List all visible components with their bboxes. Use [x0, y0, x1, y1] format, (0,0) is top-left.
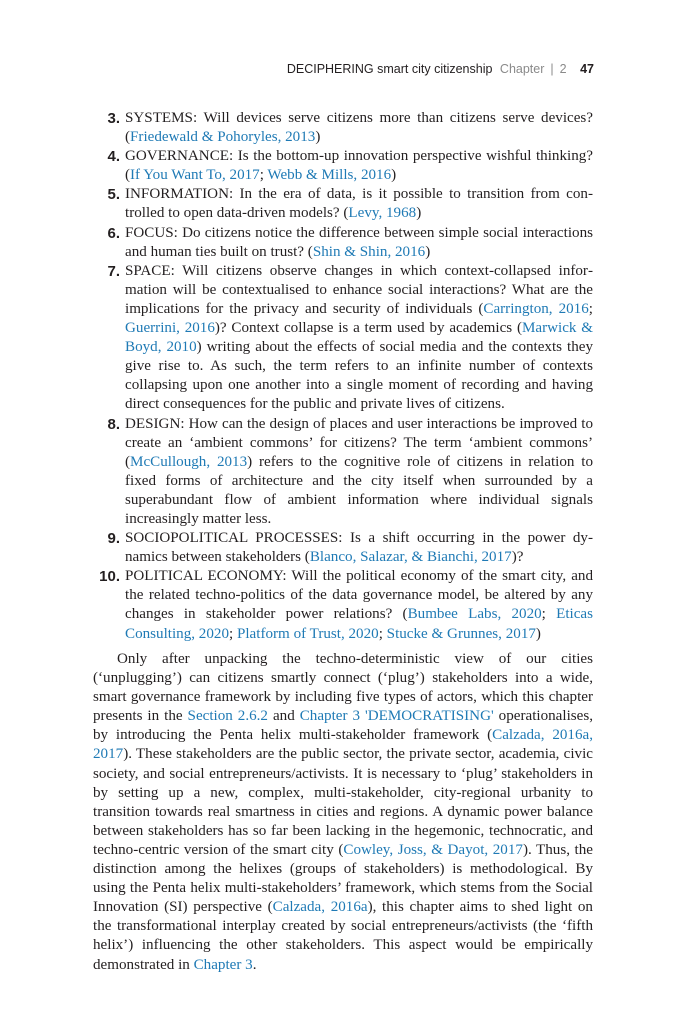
text-run: SYSTEMS: Will devices serve citizens more than citizens serve devices? ( — [125, 110, 593, 146]
list-item-text — [125, 568, 593, 641]
citation-link[interactable]: Cowley, Joss, & Dayot, 2017 — [343, 841, 523, 858]
text-run: ; — [588, 300, 593, 317]
list-item-number: 4. — [107, 148, 120, 166]
text-run: INFORMATION: In the era of data, is it possible to transition from controlled to open data-driven models? ( — [125, 186, 593, 222]
citation-link[interactable]: Marwick & Boyd, 2010 — [125, 320, 593, 356]
text-run: ) refers to the cognitive role of citizens in relation to fixed forms of architecture and the city itself when surrounded by a superabundant flow of ambient information where individual signals increasingly matter less. — [125, 453, 594, 527]
text-run: GOVERNANCE: Is the bottom-up innovation perspective wishful thinking? ( — [125, 148, 593, 184]
list-item-number: 7. — [107, 262, 120, 280]
page-number: 47 — [580, 62, 594, 76]
citation-link[interactable]: Chapter 3 — [193, 956, 253, 973]
list-item — [93, 185, 593, 223]
citation-link[interactable]: Shin & Shin, 2016 — [312, 243, 426, 260]
citation-link[interactable]: Blanco, Salazar, & Bianchi, 2017 — [309, 549, 512, 566]
numbered-question-list — [93, 109, 593, 644]
list-item-number: 10. — [99, 568, 120, 586]
list-item-text — [125, 416, 593, 527]
citation-link[interactable]: Guerrini, 2016 — [125, 320, 215, 337]
list-item-number: 9. — [107, 530, 120, 548]
list-item — [93, 415, 593, 530]
text-run: SOCIOPOLITICAL PROCESSES: Is a shift occurring in the power dynamics between stakeholders ( — [125, 530, 593, 566]
text-run: ) — [425, 243, 431, 260]
citation-link[interactable]: Platform of Trust, 2020 — [236, 625, 379, 642]
list-item-text — [125, 186, 593, 221]
list-item-text — [125, 530, 593, 565]
text-run: and — [267, 708, 300, 725]
text-run: ). Thus, the distinction among the helixes (groups of stakeholders) is methodological. By using the Penta helix multi-stakeholders’ framework, which stems from the Social Innovation (SI) perspective ( — [93, 841, 594, 916]
text-run: operationalises, by introducing the Penta helix multi-stakeholder framework ( — [93, 708, 593, 744]
list-item-number: 6. — [107, 224, 120, 242]
citation-link[interactable]: Eticas Consulting, 2020 — [125, 606, 594, 642]
text-run: SPACE: Will citizens observe changes in which context-collapsed information will be contextualised to enhance social interactions? What are the implications for the privacy and security of individuals ( — [125, 262, 593, 317]
citation-link[interactable]: Calzada, 2016a, 2017 — [93, 727, 593, 763]
list-item — [93, 262, 593, 415]
text-run: . — [252, 956, 257, 973]
list-item — [93, 109, 593, 147]
list-item-text — [125, 225, 593, 260]
text-run: ), this chapter aims to shed light on the transformational interplay created by social entrepreneurs/activists (the ‘fifth helix’) influencing the other stakeholders. This aspect would be empirically demonstrated in — [93, 899, 593, 973]
citation-link[interactable]: McCullough, 2013 — [130, 453, 248, 470]
citation-link[interactable]: Carrington, 2016 — [483, 300, 589, 317]
text-run: ) — [416, 205, 422, 222]
chapter-number: 2 — [559, 62, 567, 76]
citation-link[interactable]: Levy, 1968 — [348, 205, 417, 222]
header-separator: | — [550, 62, 554, 76]
list-item-number: 8. — [107, 415, 120, 433]
list-item — [93, 147, 593, 185]
text-run: ) writing about the effects of social media and the contexts they give rise to. As such, the term refers to an infinite number of contexts collapsing upon one another into a single moment of recording and having direct consequences for the public and private lives of citizens. — [125, 339, 593, 413]
citation-link[interactable]: Friedewald & Pohoryles, 2013 — [130, 129, 316, 146]
text-run: ) — [315, 129, 321, 146]
list-item-text — [125, 110, 593, 145]
text-run: ) — [391, 167, 397, 184]
chapter-label: Chapter — [499, 62, 545, 76]
citation-link[interactable]: Section 2.6.2 — [187, 708, 268, 725]
text-run: FOCUS: Do citizens notice the difference between simple social interactions and human ties built on trust? ( — [125, 224, 593, 260]
citation-link[interactable]: Stucke & Grunnes, 2017 — [386, 625, 536, 642]
citation-link[interactable]: Calzada, 2016a — [272, 899, 368, 916]
list-item — [93, 224, 593, 262]
citation-link[interactable]: Bumbee Labs, 2020 — [407, 606, 542, 623]
text-run: ; — [378, 625, 387, 642]
list-item-number: 5. — [107, 186, 120, 204]
text-run: POLITICAL ECONOMY: Will the political economy of the smart city, and the related techno-politics of the data governance model, be altered by any changes in stakeholder power relations? ( — [125, 568, 593, 623]
list-item-text — [125, 263, 593, 413]
text-run: ) — [535, 625, 541, 642]
text-run: DESIGN: How can the design of places and user interactions be improved to create an ‘ambient commons’ for citizens? The term ‘ambient commons’ ( — [125, 415, 593, 470]
list-item-text — [125, 148, 593, 183]
citation-link[interactable]: If You Want To, 2017 — [130, 167, 260, 184]
running-header-title: DECIPHERING smart city citizenship — [286, 62, 493, 76]
body-paragraph — [93, 650, 593, 975]
citation-link[interactable]: Webb & Mills, 2016 — [267, 167, 392, 184]
text-run: Only after unpacking the techno-deterministic view of our cities (‘unplugging’) can citizens smartly connect (‘plug’) stakeholders into a wide, smart governance framework by including five types of actors, which this chapter presents in the — [93, 651, 593, 725]
text-run: ; — [541, 606, 557, 623]
text-run: ; — [259, 167, 268, 184]
text-run: ; — [229, 625, 237, 642]
text-run: )? Context collapse is a term used by academics ( — [214, 320, 522, 337]
list-item-number: 3. — [107, 110, 120, 127]
running-header — [287, 62, 594, 76]
list-item — [93, 529, 593, 567]
text-run: )? — [511, 549, 524, 566]
list-item — [93, 567, 593, 643]
citation-link[interactable]: Chapter 3 'DEMOCRATISING' — [299, 708, 494, 725]
text-run: ). These stakeholders are the public sector, the private sector, academia, civic society, and social entrepreneurs/activists. It is necessary to ‘plug’ stakeholders in by setting up a new, complex, multi-stakeholder, city-regional urbanity to transition towards real smartness in cities and regions. A dynamic power balance between stakeholders has so far been lacking in the hegemonic, technocratic, and techno-centric version of the smart city ( — [93, 746, 593, 858]
